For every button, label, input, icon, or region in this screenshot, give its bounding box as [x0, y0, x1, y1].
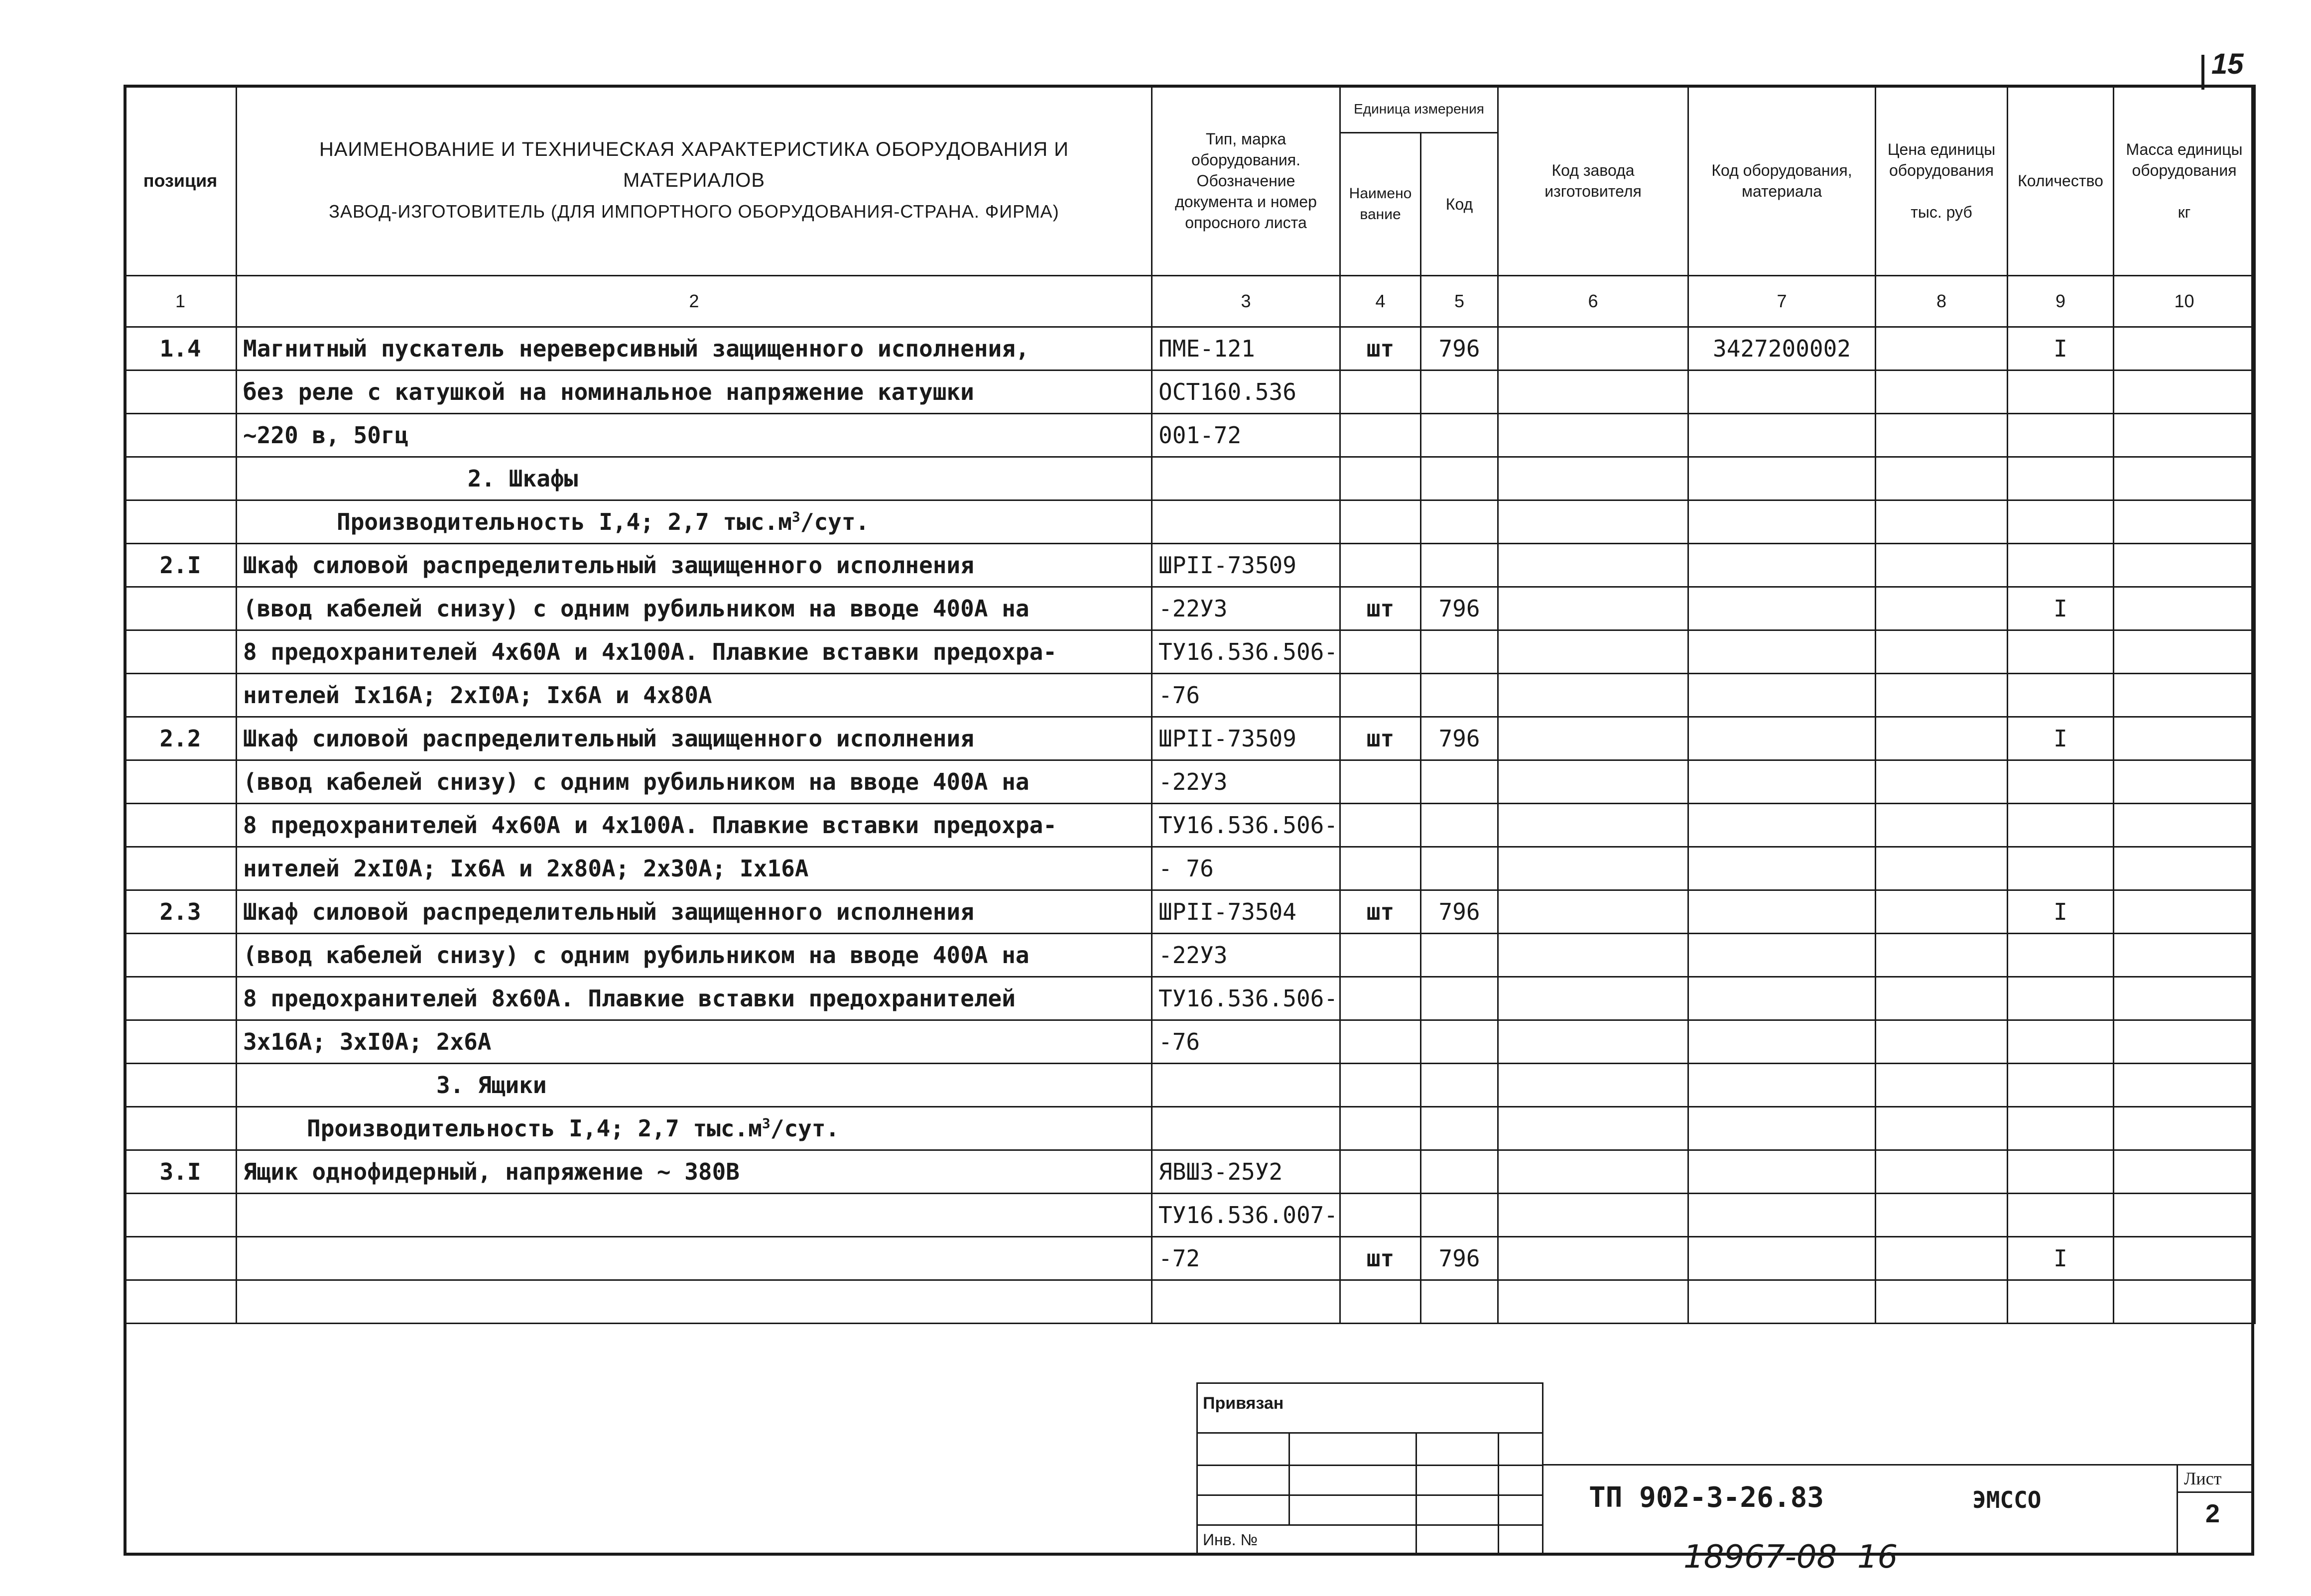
position-cell — [125, 847, 237, 890]
position-cell — [125, 587, 237, 630]
table-row — [125, 414, 2255, 457]
productivity-suffix: /сут. — [800, 508, 870, 535]
type-cell: -72 — [1152, 1237, 1340, 1280]
quantity-cell — [2008, 370, 2114, 414]
unit-cell: шт — [1340, 717, 1421, 760]
quantity-cell — [2008, 847, 2114, 890]
code-cell — [1421, 1150, 1498, 1194]
column-number: 9 — [2008, 276, 2114, 327]
table-row — [125, 587, 2255, 630]
name-cell: Шкаф силовой распределительный защищенного исполнения — [237, 890, 1152, 934]
type-cell: ТУ16.536.007- — [1152, 1194, 1340, 1237]
header-name — [237, 86, 1152, 276]
position-cell: 3.I — [125, 1150, 237, 1194]
column-number: 5 — [1421, 276, 1498, 327]
type-cell: ПМЕ-121 — [1152, 327, 1340, 370]
mass-cell — [2114, 370, 2255, 414]
table-row — [125, 890, 2255, 934]
header-mass-label: Масса единицы оборудования — [2126, 140, 2243, 179]
name-cell: (ввод кабелей снизу) с одним рубильником на вводе 400А на — [237, 587, 1152, 630]
price-cell — [1876, 414, 2008, 457]
header-position: позиция — [125, 86, 237, 276]
unit-cell — [1340, 760, 1421, 804]
table-row — [125, 630, 2255, 674]
quantity-cell: I — [2008, 1237, 2114, 1280]
position-cell — [125, 674, 237, 717]
sheet-number: 2 — [2205, 1499, 2220, 1528]
table-row — [125, 847, 2255, 890]
type-cell: 001-72 — [1152, 414, 1340, 457]
table-row — [125, 674, 2255, 717]
name-cell: нителей Iх16А; 2хI0А; Iх6А и 4х80А — [237, 674, 1152, 717]
unit-cell — [1340, 977, 1421, 1020]
position-cell: 2.I — [125, 544, 237, 587]
code-cell: 796 — [1421, 327, 1498, 370]
unit-cell — [1340, 1194, 1421, 1237]
unit-cell — [1340, 1150, 1421, 1194]
column-number: 10 — [2114, 276, 2255, 327]
type-cell: - 76 — [1152, 847, 1340, 890]
position-cell — [125, 630, 237, 674]
position-cell — [125, 1237, 237, 1280]
header-equipment-code: Код оборудования, материала — [1688, 86, 1876, 276]
type-cell: -22У3 — [1152, 934, 1340, 977]
unit-cell — [1340, 630, 1421, 674]
name-cell: (ввод кабелей снизу) с одним рубильником на вводе 400А на — [237, 760, 1152, 804]
name-cell: Магнитный пускатель нереверсивный защищенного исполнения, — [237, 327, 1152, 370]
position-cell — [125, 804, 237, 847]
position-cell — [125, 1020, 237, 1064]
name-cell: Шкаф силовой распределительный защищенного исполнения — [237, 717, 1152, 760]
unit-cell — [1340, 674, 1421, 717]
header-mass — [2114, 86, 2255, 276]
name-cell: (ввод кабелей снизу) с одним рубильником на вводе 400А на — [237, 934, 1152, 977]
quantity-cell — [2008, 977, 2114, 1020]
productivity-suffix: /сут. — [770, 1115, 840, 1142]
privyazan-label: Привязан — [1197, 1383, 1543, 1433]
title-block-top-rule — [1543, 1464, 2254, 1466]
code-cell — [1421, 674, 1498, 717]
table-row — [125, 717, 2255, 760]
unit-cell — [1340, 414, 1421, 457]
column-number: 2 — [237, 276, 1152, 327]
column-number: 1 — [125, 276, 237, 327]
table-row — [125, 1237, 2255, 1280]
header-price-unit: тыс. руб — [1911, 203, 1972, 221]
name-cell — [237, 1237, 1152, 1280]
type-cell: -76 — [1152, 674, 1340, 717]
quantity-cell — [2008, 1020, 2114, 1064]
section-code: ЭМССО — [1972, 1486, 2042, 1513]
price-cell — [1876, 327, 2008, 370]
price-cell — [1876, 370, 2008, 414]
type-cell: ТУ16.536.506- — [1152, 977, 1340, 1020]
position-cell — [125, 934, 237, 977]
unit-cell — [1340, 804, 1421, 847]
column-number: 7 — [1688, 276, 1876, 327]
table-row — [125, 544, 2255, 587]
name-cell: Шкаф силовой распределительный защищенного исполнения — [237, 544, 1152, 587]
plant-code-cell — [1498, 414, 1688, 457]
table-row — [125, 934, 2255, 977]
productivity-row — [125, 500, 2255, 544]
code-cell: 796 — [1421, 890, 1498, 934]
productivity-text — [237, 500, 1152, 544]
handwritten-archive-number: 18967-08 16 — [1683, 1539, 1898, 1576]
code-cell — [1421, 1020, 1498, 1064]
equipment-code-cell — [1688, 414, 1876, 457]
plant-code-cell — [1498, 327, 1688, 370]
code-cell — [1421, 370, 1498, 414]
quantity-cell: I — [2008, 717, 2114, 760]
code-cell — [1421, 804, 1498, 847]
quantity-cell — [2008, 1194, 2114, 1237]
name-cell: 8 предохранителей 4х60А и 4х100А. Плавкие вставки предохра- — [237, 630, 1152, 674]
section-title: 2. Шкафы — [237, 457, 1152, 500]
section-title: 3. Ящики — [237, 1064, 1152, 1107]
binding-stamp — [1196, 1382, 1543, 1556]
quantity-cell — [2008, 804, 2114, 847]
position-cell — [125, 414, 237, 457]
position-cell — [125, 977, 237, 1020]
quantity-cell — [2008, 760, 2114, 804]
header-unit-name: Наименование — [1340, 133, 1421, 276]
name-cell: нителей 2хI0А; Iх6А и 2х80А; 2х30А; Iх16А — [237, 847, 1152, 890]
unit-cell: шт — [1340, 327, 1421, 370]
quantity-cell — [2008, 1150, 2114, 1194]
position-cell — [125, 1194, 237, 1237]
table-row — [125, 804, 2255, 847]
specification-table — [124, 85, 2256, 1324]
quantity-cell — [2008, 544, 2114, 587]
sheet-divider — [2177, 1491, 2254, 1493]
quantity-cell — [2008, 674, 2114, 717]
table-row — [125, 327, 2255, 370]
table-row-empty — [125, 1280, 2255, 1324]
header-quantity: Количество — [2008, 86, 2114, 276]
header-unit-group: Единица измерения — [1340, 86, 1498, 133]
header-name-line1: НАИМЕНОВАНИЕ И ТЕХНИЧЕСКАЯ ХАРАКТЕРИСТИКА ОБОРУДОВАНИЯ И — [319, 138, 1069, 160]
column-numbers-row — [125, 276, 2255, 327]
type-cell: ЯВШ3-25У2 — [1152, 1150, 1340, 1194]
quantity-cell — [2008, 630, 2114, 674]
unit-cell: шт — [1340, 587, 1421, 630]
header-mass-unit: кг — [2178, 203, 2191, 221]
code-cell — [1421, 847, 1498, 890]
position-cell — [125, 370, 237, 414]
name-cell: 8 предохранителей 4х60А и 4х100А. Плавкие вставки предохра- — [237, 804, 1152, 847]
type-cell: ШРII-73504 — [1152, 890, 1340, 934]
name-cell: Ящик однофидерный, напряжение ~ 380В — [237, 1150, 1152, 1194]
name-cell — [237, 1194, 1152, 1237]
header-type: Тип, марка оборудования. Обозначение документа и номер опросного листа — [1152, 86, 1340, 276]
section-title-row — [125, 457, 2255, 500]
unit-cell — [1340, 847, 1421, 890]
document-code: ТП 902-3-26.83 — [1589, 1481, 1824, 1514]
quantity-cell — [2008, 934, 2114, 977]
equipment-code-cell — [1688, 370, 1876, 414]
column-number: 8 — [1876, 276, 2008, 327]
type-cell: -22У3 — [1152, 587, 1340, 630]
productivity-row — [125, 1107, 2255, 1150]
type-cell: ОСТ160.536 — [1152, 370, 1340, 414]
header-name-line3: ЗАВОД-ИЗГОТОВИТЕЛЬ (ДЛЯ ИМПОРТНОГО ОБОРУДОВАНИЯ-СТРАНА. ФИРМА) — [329, 201, 1059, 222]
type-cell: ШРII-73509 — [1152, 544, 1340, 587]
type-cell: -76 — [1152, 1020, 1340, 1064]
column-number: 6 — [1498, 276, 1688, 327]
position-cell: 2.2 — [125, 717, 237, 760]
unit-cell — [1340, 934, 1421, 977]
code-cell — [1421, 414, 1498, 457]
quantity-cell: I — [2008, 587, 2114, 630]
productivity-prefix: Производительность I,4; 2,7 тыс.м — [337, 508, 792, 535]
section-title-row — [125, 1064, 2255, 1107]
page-corner-number: 15 — [2211, 48, 2244, 80]
column-number: 3 — [1152, 276, 1340, 327]
position-cell: 2.3 — [125, 890, 237, 934]
header-price — [1876, 86, 2008, 276]
header-name-line2: МАТЕРИАЛОВ — [623, 169, 766, 191]
code-cell: 796 — [1421, 587, 1498, 630]
header-plant-code: Код завода изготовителя — [1498, 86, 1688, 276]
unit-cell — [1340, 370, 1421, 414]
name-cell: 8 предохранителей 8х60А. Плавкие вставки предохранителей — [237, 977, 1152, 1020]
position-cell: 1.4 — [125, 327, 237, 370]
name-cell: ~220 в, 50гц — [237, 414, 1152, 457]
code-cell: 796 — [1421, 1237, 1498, 1280]
table-row — [125, 760, 2255, 804]
mass-cell — [2114, 327, 2255, 370]
type-cell: ТУ16.536.506- — [1152, 630, 1340, 674]
code-cell — [1421, 1194, 1498, 1237]
sheet-label: Лист — [2184, 1469, 2222, 1488]
productivity-text — [237, 1107, 1152, 1150]
unit-cell — [1340, 1020, 1421, 1064]
table-row — [125, 1150, 2255, 1194]
table-row — [125, 370, 2255, 414]
table-row — [125, 977, 2255, 1020]
header-unit-code: Код — [1421, 133, 1498, 276]
unit-cell — [1340, 544, 1421, 587]
name-cell: без реле с катушкой на номинальное напряжение катушки — [237, 370, 1152, 414]
productivity-sup: 3 — [791, 508, 800, 525]
mass-cell — [2114, 414, 2255, 457]
unit-cell: шт — [1340, 1237, 1421, 1280]
type-cell: -22У3 — [1152, 760, 1340, 804]
code-cell — [1421, 760, 1498, 804]
type-cell: ШРII-73509 — [1152, 717, 1340, 760]
productivity-prefix: Производительность I,4; 2,7 тыс.м — [307, 1115, 762, 1142]
position-cell — [125, 760, 237, 804]
quantity-cell: I — [2008, 890, 2114, 934]
type-cell: ТУ16.536.506- — [1152, 804, 1340, 847]
productivity-sup: 3 — [762, 1115, 770, 1132]
table-row — [125, 1194, 2255, 1237]
code-cell — [1421, 934, 1498, 977]
quantity-cell: I — [2008, 327, 2114, 370]
inventory-number-label: Инв. № — [1197, 1525, 1416, 1555]
code-cell — [1421, 977, 1498, 1020]
unit-cell: шт — [1340, 890, 1421, 934]
header-price-label: Цена единицы оборудования — [1887, 140, 1996, 179]
plant-code-cell — [1498, 370, 1688, 414]
column-number: 4 — [1340, 276, 1421, 327]
quantity-cell — [2008, 414, 2114, 457]
code-cell: 796 — [1421, 717, 1498, 760]
name-cell: 3х16А; 3хI0А; 2х6А — [237, 1020, 1152, 1064]
code-cell — [1421, 544, 1498, 587]
equipment-code-cell: 3427200002 — [1688, 327, 1876, 370]
code-cell — [1421, 630, 1498, 674]
table-row — [125, 1020, 2255, 1064]
